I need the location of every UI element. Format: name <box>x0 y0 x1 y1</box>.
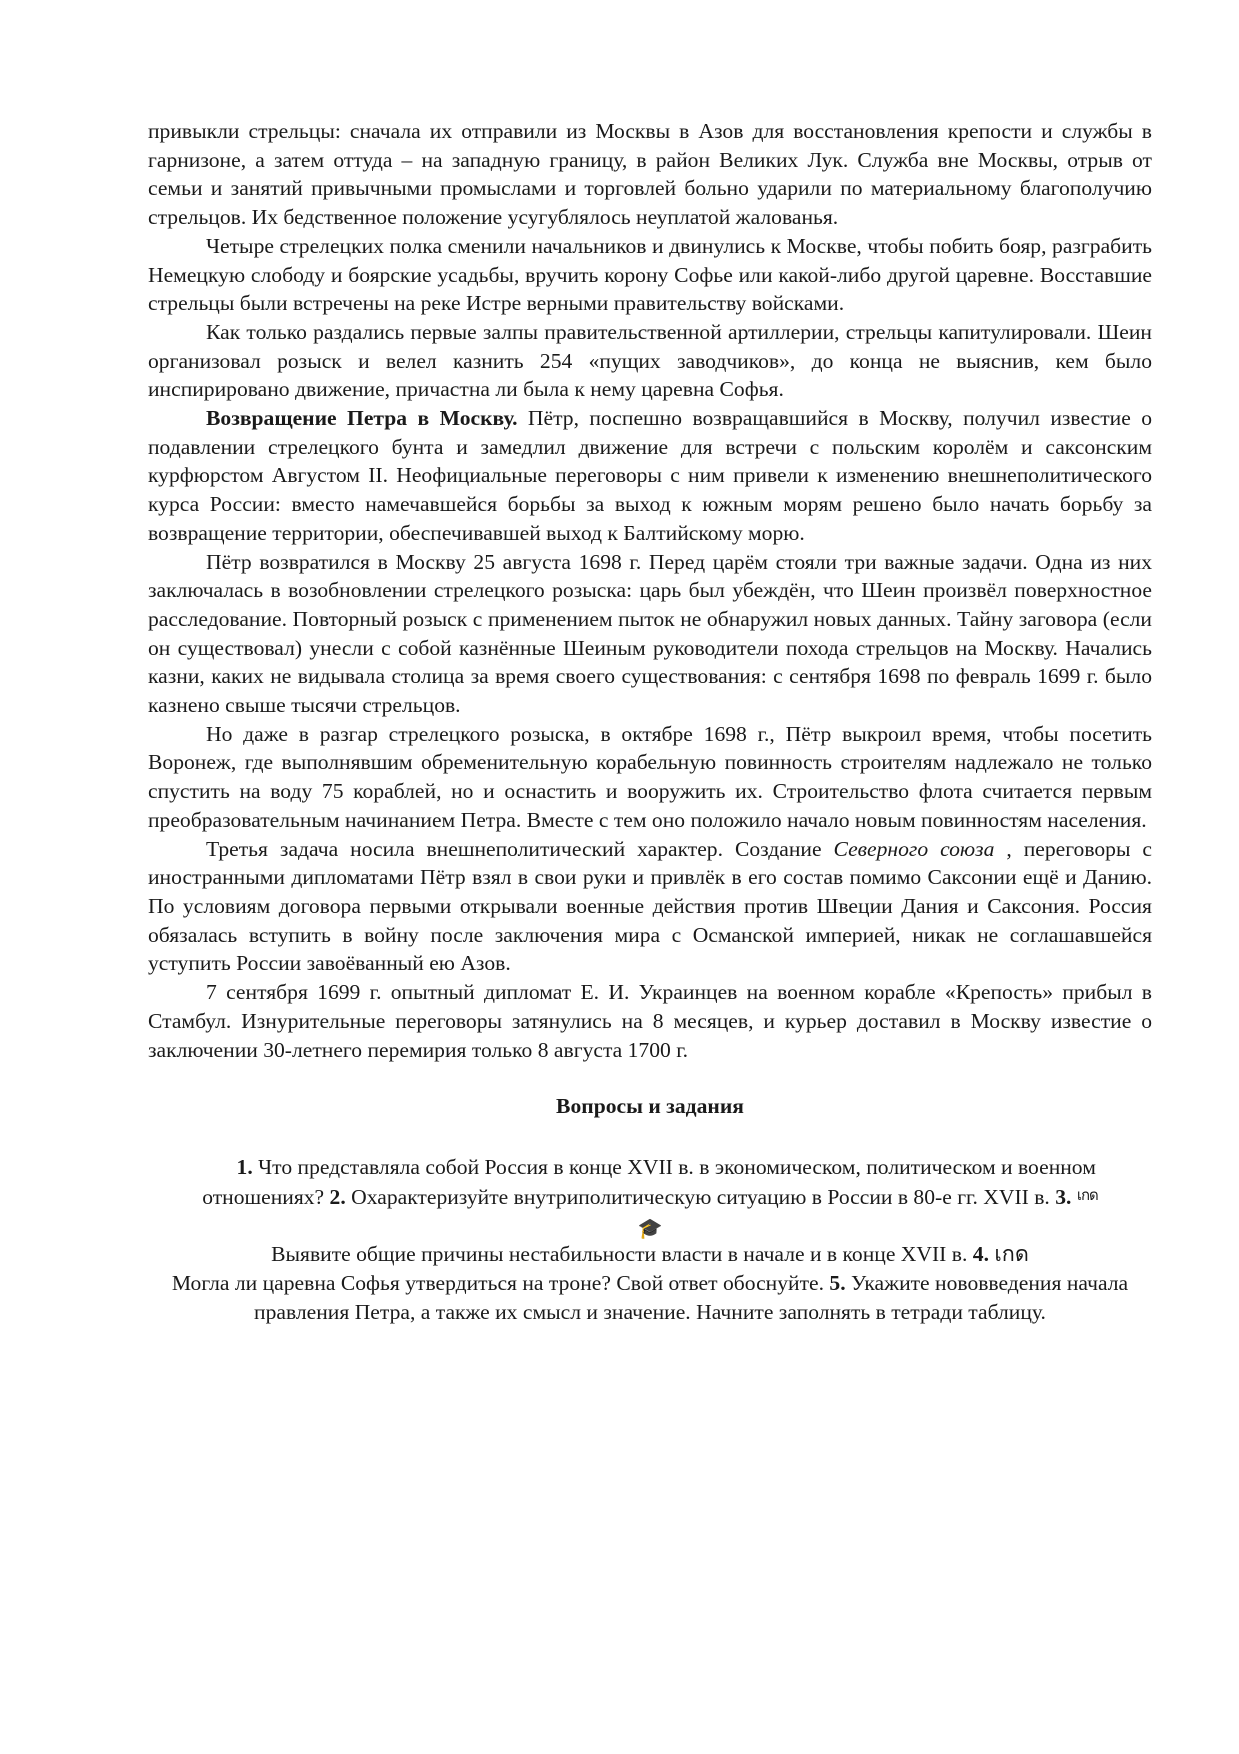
paragraph-4 <box>148 404 1152 548</box>
paragraph-4-body: Пётр, поспешно возвращавшийся в Москву, получил известие о подавлении стрелецкого бунта и замедлил движение для встречи с польским королём и саксонским курфюрстом Августом II. Неофициальные переговоры с ним привели к изменению внешнеполитического курса России: вместо намечавшейся борьбы за выход к южным морям решено было начать борьбу за возвращение территории, обеспечивавшей выход к Балтийскому морю. <box>148 406 1152 545</box>
paragraph-2: Четыре стрелецких полка сменили начальников и двинулись к Москве, чтобы побить бояр, разграбить Немецкую слободу и боярские усадьбы, вручить корону Софье или какой-либо другой царевне. Восставшие стрельцы были встречены на реке Истре верными правительству войсками. <box>148 233 1152 316</box>
paragraph-7 <box>148 835 1152 979</box>
task-icon-4: เกด <box>994 1241 1029 1266</box>
question-number-2: 2. <box>329 1184 346 1209</box>
paragraph-7-start: Третья задача носила внешнеполитический характер. Создание <box>206 836 834 861</box>
paragraph-6: Но даже в разгар стрелецкого розыска, в октябре 1698 г., Пётр выкроил время, чтобы посетить Воронеж, где выполнявшим обременительную корабельную повинность строителям надлежало не только спустить на воду 75 кораблей, но и оснастить и вооружить их. Строительство флота считается первым преобразовательным начинанием Петра. Вместе с тем оно положило начало новым повинностям населения. <box>148 721 1152 832</box>
document-page <box>148 117 1152 1327</box>
northern-alliance-term: Северного союза <box>833 836 995 861</box>
questions-heading: Вопросы и задания <box>556 1094 744 1119</box>
question-3-text: Выявите общие причины нестабильности власти в начале и в конце XVII в. <box>271 1241 973 1266</box>
question-number-5: 5. <box>829 1270 846 1295</box>
questions-block-2 <box>148 1240 1152 1327</box>
question-4-text: Могла ли царевна Софья утвердиться на троне? Свой ответ обоснуйте. <box>171 1270 830 1295</box>
graduation-cap-icon: 🎓 <box>637 1217 663 1240</box>
question-number-1: 1. <box>236 1154 253 1179</box>
questions-block-1 <box>148 1153 1152 1212</box>
paragraph-1: привыкли стрельцы: сначала их отправили из Москвы в Азов для восстановления крепости и службы в гарнизоне, а затем оттуда – на западную границу, в район Великих Лук. Служба вне Москвы, отрыв от семьи и занятий привычными промыслами и торговлей больно ударили по материальному благополучию стрельцов. Их бедственное положение усугублялось неуплатой жалованья. <box>148 119 1152 230</box>
question-5-text: Укажите нововведения начала правления Петра, а также их смысл и значение. Начните заполнять в тетради таблицу. <box>254 1270 1129 1324</box>
question-number-3: 3. <box>1055 1184 1072 1209</box>
paragraph-3: Как только раздались первые залпы правительственной артиллерии, стрельцы капитулировали. Шеин организовал розыск и велел казнить 254 «пущих заводчиков», до конца не выяснив, кем было инспирировано движение, причастна ли была к нему царевна Софья. <box>148 319 1152 402</box>
section-title-peter-return: Возвращение Петра в Москву. <box>206 406 518 431</box>
question-2-text: Охарактеризуйте внутриполитическую ситуацию в России в 80-е гг. XVII в. <box>345 1184 1056 1209</box>
paragraph-7-end: , переговоры с иностранными дипломатами Пётр взял в свои руки и привлёк в его состав помимо Саксонии ещё и Данию. По условиям договора первыми открывали военные действия против Швеции Дания и Саксония. Россия обязалась вступить в войну после заключения мира с Османской империей, никак не соглашавшейся уступить России завоёванный ею Азов. <box>148 836 1153 976</box>
task-icon-3: เกด <box>1076 1187 1098 1204</box>
question-number-4: 4. <box>972 1241 989 1266</box>
paragraph-8: 7 сентября 1699 г. опытный дипломат Е. И. Украинцев на военном корабле «Крепость» прибыл в Стамбул. Изнурительные переговоры затянулись на 8 месяцев, и курьер доставил в Москву известие о заключении 30-летнего перемирия только 8 августа 1700 г. <box>148 980 1152 1062</box>
paragraph-5: Пётр возвратился в Москву 25 августа 1698 г. Перед царём стояли три важные задачи. Одна из них заключалась в возобновлении стрелецкого розыска: царь был убеждён, что Шеин произвёл поверхностное расследование. Повторный розыск с применением пыток не обнаружил новых данных. Тайну заговора (если он существовал) унесли с собой казнённые Шеиным руководители похода стрельцов на Москву. Начались казни, каких не видывала столица за время своего существования: с сентября 1698 по февраль 1699 г. было казнено свыше тысячи стрельцов. <box>148 549 1152 718</box>
question-1-text: Что представляла собой Россия в конце XVII в. в экономическом, политическом и военном отношениях? <box>202 1154 1096 1209</box>
